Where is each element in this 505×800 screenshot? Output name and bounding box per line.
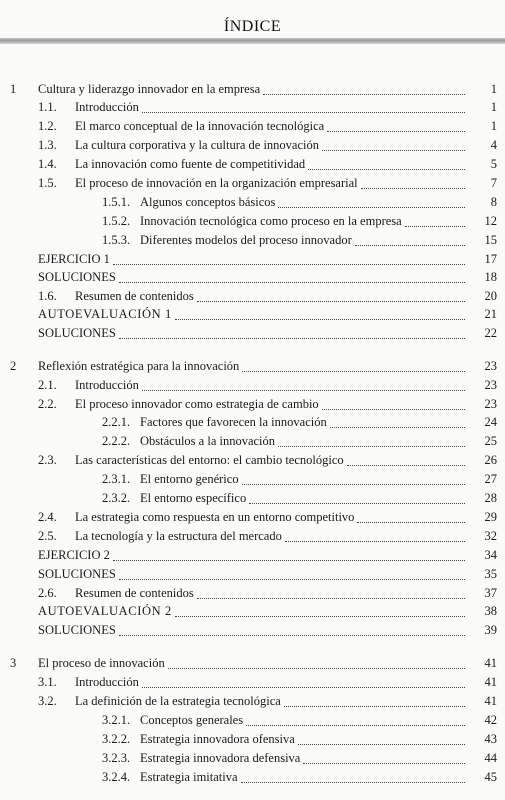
section-number: 2.3.2.: [102, 491, 131, 505]
page-number: 44: [484, 751, 497, 765]
toc-row[interactable]: [0, 768, 505, 786]
page-number: 32: [484, 529, 497, 543]
section-number: 1.4.: [38, 157, 57, 171]
section-title: El entorno genérico: [140, 472, 239, 486]
section-number: 2.3.: [38, 453, 57, 467]
section-title: SOLUCIONES: [38, 623, 116, 637]
chapter-number: 3: [10, 656, 17, 670]
section-number: 1.3.: [38, 138, 57, 152]
section-title: Introducción: [75, 675, 139, 689]
section-number: 2.4.: [38, 510, 57, 524]
toc-row[interactable]: [0, 711, 505, 729]
section-number: 1.5.1.: [102, 195, 131, 209]
page-number: 28: [484, 491, 497, 505]
dot-leader: [298, 730, 465, 745]
page-number: 18: [484, 270, 497, 284]
dot-leader: [246, 711, 465, 726]
toc-row[interactable]: [0, 136, 505, 154]
dot-leader: [278, 432, 465, 447]
page-number: 27: [484, 472, 497, 486]
page-number: 7: [490, 176, 497, 190]
toc-chapter-row[interactable]: [0, 357, 505, 375]
toc-row[interactable]: [0, 546, 505, 564]
toc-row[interactable]: [0, 470, 505, 488]
toc-row[interactable]: [0, 376, 505, 394]
dot-leader: [113, 546, 465, 561]
toc-row[interactable]: [0, 98, 505, 116]
toc-row[interactable]: [0, 395, 505, 413]
dot-leader: [241, 768, 465, 783]
page-number: 35: [484, 567, 497, 581]
dot-leader: [308, 155, 465, 170]
section-title: Algunos conceptos básicos: [140, 195, 276, 209]
toc-row[interactable]: [0, 508, 505, 526]
toc-row[interactable]: [0, 621, 505, 639]
section-number: 3.1.: [38, 675, 57, 689]
dot-leader: [355, 231, 465, 246]
dot-leader: [249, 489, 465, 504]
dot-leader: [119, 621, 465, 636]
page-number: 21: [484, 307, 497, 321]
section-number: 2.6.: [38, 586, 57, 600]
page-number: 41: [484, 675, 497, 689]
section-title: AUTOEVALUACIÓN 1: [38, 307, 172, 321]
section-number: 3.2.: [38, 694, 57, 708]
toc-chapter-row[interactable]: [0, 654, 505, 672]
section-number: 3.2.1.: [102, 713, 131, 727]
dot-leader: [322, 136, 465, 151]
page-number: 41: [484, 694, 497, 708]
chapter-number: 1: [10, 82, 17, 96]
page-number: 15: [484, 233, 497, 247]
section-title: Introducción: [75, 378, 139, 392]
toc-row[interactable]: [0, 268, 505, 286]
page-number: 17: [484, 252, 497, 266]
dot-leader: [168, 654, 465, 669]
dot-leader: [330, 413, 465, 428]
dot-leader: [175, 602, 465, 617]
section-title: Factores que favorecen la innovación: [140, 415, 327, 429]
page-number: 39: [484, 623, 497, 637]
section-number: 1.5.3.: [102, 233, 131, 247]
dot-leader: [175, 305, 465, 320]
toc-row[interactable]: [0, 584, 505, 602]
section-number: 3.2.2.: [102, 732, 131, 746]
toc-row[interactable]: [0, 287, 505, 305]
toc-row[interactable]: [0, 250, 505, 268]
section-title: La estrategia como respuesta en un entorno competitivo: [75, 510, 355, 524]
section-title: Estrategia innovadora ofensiva: [140, 732, 295, 746]
page-number: 1: [490, 100, 497, 114]
section-title: EJERCICIO 1: [38, 252, 110, 266]
toc-row[interactable]: [0, 749, 505, 767]
dot-leader: [303, 749, 465, 764]
page-number: 29: [484, 510, 497, 524]
dot-leader: [284, 692, 465, 707]
page-number: 25: [484, 434, 497, 448]
section-number: 2.2.2.: [102, 434, 131, 448]
section-title: AUTOEVALUACIÓN 2: [38, 604, 172, 618]
dot-leader: [278, 193, 465, 208]
toc-row[interactable]: [0, 730, 505, 748]
page-number: 38: [484, 604, 497, 618]
toc-row[interactable]: [0, 602, 505, 620]
dot-leader: [357, 508, 465, 523]
section-title: SOLUCIONES: [38, 326, 116, 340]
section-number: 3.2.4.: [102, 770, 131, 784]
chapter-number: 2: [10, 359, 17, 373]
dot-leader: [119, 324, 465, 339]
section-title: El marco conceptual de la innovación tecnológica: [75, 119, 325, 133]
page-number: 20: [484, 289, 497, 303]
section-title: El proceso de innovación en la organización empresarial: [75, 176, 358, 190]
section-title: Reflexión estratégica para la innovación: [38, 359, 240, 373]
section-title: SOLUCIONES: [38, 567, 116, 581]
section-number: 2.2.: [38, 397, 57, 411]
section-title: La innovación como fuente de competitividad: [75, 157, 306, 171]
section-number: 2.2.1.: [102, 415, 131, 429]
section-title: Estrategia imitativa: [140, 770, 238, 784]
section-title: Resumen de contenidos: [75, 289, 194, 303]
page-number: 23: [484, 359, 497, 373]
dot-leader: [242, 470, 465, 485]
page-number: 8: [490, 195, 497, 209]
section-title: Innovación tecnológica como proceso en la empresa: [140, 214, 402, 228]
section-title: Las características del entorno: el cambio tecnológico: [75, 453, 344, 467]
dot-leader: [197, 584, 465, 599]
section-number: 1.6.: [38, 289, 57, 303]
toc-row[interactable]: [0, 413, 505, 431]
toc-row[interactable]: [0, 673, 505, 691]
section-title: La cultura corporativa y la cultura de innovación: [75, 138, 319, 152]
toc-row[interactable]: [0, 692, 505, 710]
dot-leader: [322, 395, 465, 410]
section-number: 1.1.: [38, 100, 57, 114]
page-number: 1: [490, 82, 497, 96]
toc-row[interactable]: [0, 527, 505, 545]
section-number: 2.1.: [38, 378, 57, 392]
section-title: La tecnología y la estructura del mercado: [75, 529, 282, 543]
toc-row[interactable]: [0, 155, 505, 173]
toc-row[interactable]: [0, 451, 505, 469]
toc-row[interactable]: [0, 174, 505, 192]
dot-leader: [197, 287, 465, 302]
toc-row[interactable]: [0, 305, 505, 323]
toc-row[interactable]: [0, 193, 505, 211]
page-number: 23: [484, 378, 497, 392]
toc-row[interactable]: [0, 212, 505, 230]
page-number: 45: [484, 770, 497, 784]
section-title: Introducción: [75, 100, 139, 114]
toc-row[interactable]: [0, 489, 505, 507]
toc-row[interactable]: [0, 432, 505, 450]
section-title: Cultura y liderazgo innovador en la empresa: [38, 82, 261, 96]
page-title: ÍNDICE: [223, 18, 282, 35]
section-title: EJERCICIO 2: [38, 548, 110, 562]
page-number: 41: [484, 656, 497, 670]
page-number: 26: [484, 453, 497, 467]
page-number: 37: [484, 586, 497, 600]
section-title: Obstáculos a la innovación: [140, 434, 276, 448]
dot-leader: [263, 80, 465, 95]
page-number: 12: [484, 214, 497, 228]
page-number: 5: [490, 157, 497, 171]
dot-leader: [119, 565, 465, 580]
section-number: 2.5.: [38, 529, 57, 543]
dot-leader: [242, 357, 465, 372]
section-title: Conceptos generales: [140, 713, 244, 727]
title-rule: [0, 38, 505, 44]
dot-leader: [347, 451, 465, 466]
dot-leader: [285, 527, 465, 542]
toc-row[interactable]: [0, 324, 505, 342]
section-title: Resumen de contenidos: [75, 586, 194, 600]
page-number: 1: [490, 119, 497, 133]
section-title: Diferentes modelos del proceso innovador: [140, 233, 352, 247]
dot-leader: [142, 98, 465, 113]
dot-leader: [361, 174, 465, 189]
section-title: SOLUCIONES: [38, 270, 116, 284]
page-number: 24: [484, 415, 497, 429]
page-number: 42: [484, 713, 497, 727]
page-number: 22: [484, 326, 497, 340]
toc-row[interactable]: [0, 565, 505, 583]
toc-chapter-row[interactable]: [0, 80, 505, 98]
page-number: 43: [484, 732, 497, 746]
section-title: El proceso innovador como estrategia de cambio: [75, 397, 319, 411]
dot-leader: [405, 212, 465, 227]
section-title: El entorno específico: [140, 491, 247, 505]
section-number: 3.2.3.: [102, 751, 131, 765]
dot-leader: [142, 673, 465, 688]
dot-leader: [142, 376, 465, 391]
section-number: 1.2.: [38, 119, 57, 133]
toc-row[interactable]: [0, 117, 505, 135]
dot-leader: [113, 250, 465, 265]
section-number: 1.5.: [38, 176, 57, 190]
page-number: 23: [484, 397, 497, 411]
section-number: 1.5.2.: [102, 214, 131, 228]
section-title: Estrategia innovadora defensiva: [140, 751, 301, 765]
dot-leader: [327, 117, 465, 132]
toc-row[interactable]: [0, 231, 505, 249]
page-number: 4: [490, 138, 497, 152]
page-number: 34: [484, 548, 497, 562]
dot-leader: [119, 268, 465, 283]
section-title: La definición de la estrategia tecnológica: [75, 694, 281, 708]
section-title: El proceso de innovación: [38, 656, 165, 670]
section-number: 2.3.1.: [102, 472, 131, 486]
